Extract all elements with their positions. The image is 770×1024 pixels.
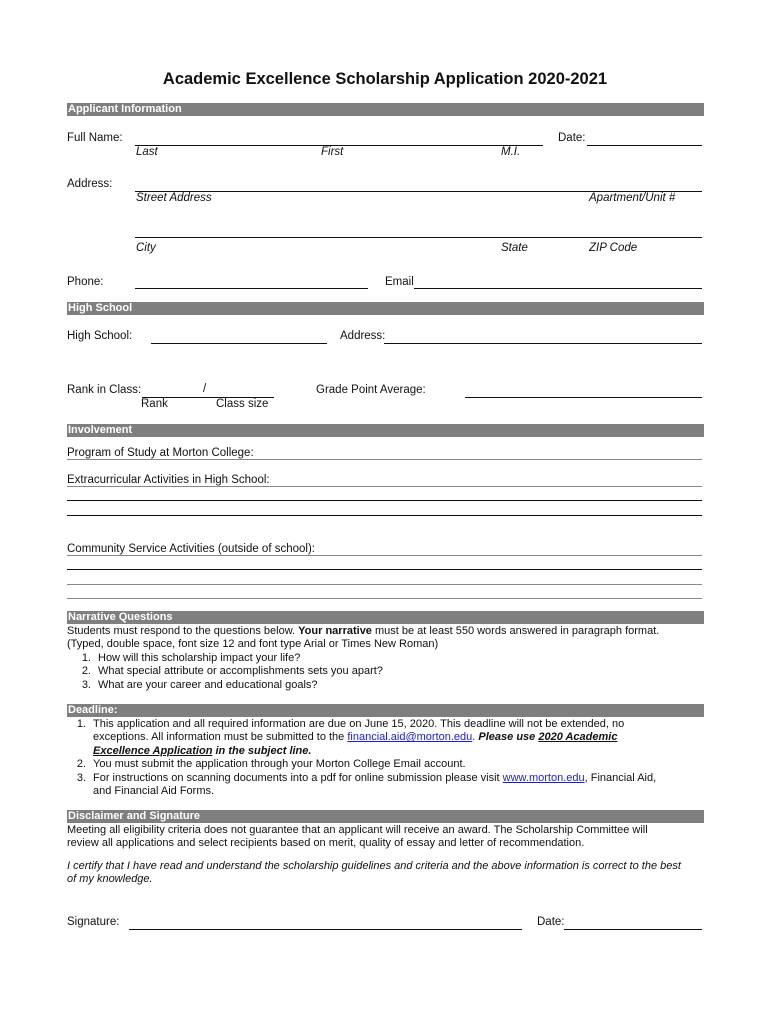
class-size-caption: Class size: [216, 398, 269, 410]
deadline-list: [67, 718, 707, 798]
street-caption: Street Address: [136, 192, 212, 204]
community-line-3[interactable]: [67, 584, 702, 585]
city-state-zip-field[interactable]: [135, 237, 702, 238]
school-address-field[interactable]: [384, 343, 702, 344]
address-label: Address:: [67, 178, 113, 190]
zip-caption: ZIP Code: [589, 242, 638, 254]
disclaimer-text: Meeting all eligibility criteria does not guarantee that an applicant will receive an award. The Scholarship Committee will review all applications and select recipients based on merit, quality of essay and letter of recommendation.: [67, 824, 648, 850]
rank-slash: /: [203, 383, 207, 395]
program-label: Program of Study at Morton College:: [67, 447, 254, 459]
section-header-applicant: Applicant Information: [67, 103, 704, 116]
narrative-question-list: [67, 652, 707, 692]
deadline-item-3: 3. For instructions on scanning documents into a pdf for online submission please visit www.morton.edu, Financial Aid, and Financial Aid Forms.: [76, 771, 657, 798]
morton-website-link[interactable]: www.morton.edu: [502, 771, 585, 784]
mi-caption: M.I.: [501, 146, 521, 158]
signature-date-field[interactable]: [564, 929, 702, 930]
narrative-question: 1. How will this scholarship impact your life?: [81, 651, 301, 664]
section-header-disclaimer: Disclaimer and Signature: [67, 810, 704, 823]
community-line-2[interactable]: [67, 569, 702, 570]
deadline-item-1: 1. This application and all required information are due on June 15, 2020. This deadline will not be extended, no exceptions. All information must be submitted to the financial.aid@morton.edu. Please use 2020 Academic Excellence Application in the subject line.: [76, 718, 625, 757]
signature-field[interactable]: [129, 929, 522, 930]
email-field[interactable]: [414, 288, 702, 289]
gpa-label: Grade Point Average:: [316, 384, 426, 396]
signature-date-label: Date:: [537, 916, 565, 928]
section-header-deadline: Deadline:: [67, 704, 704, 717]
date-label: Date:: [558, 132, 586, 144]
signature-label: Signature:: [67, 916, 120, 928]
extracurricular-line-3[interactable]: [67, 515, 702, 516]
narrative-intro: [67, 625, 707, 692]
extracurricular-line-2[interactable]: [67, 500, 702, 501]
phone-label: Phone:: [67, 276, 104, 288]
phone-field[interactable]: [135, 288, 368, 289]
gpa-field[interactable]: [465, 397, 702, 398]
program-field[interactable]: [67, 459, 702, 460]
community-line-1[interactable]: [67, 555, 702, 556]
certification-text: I certify that I have read and understand the scholarship guidelines and criteria and the above information is correct to the best of my knowledge.: [67, 860, 681, 886]
date-field[interactable]: [587, 145, 702, 146]
extracurricular-line-1[interactable]: [67, 486, 702, 487]
section-header-high-school: High School: [67, 302, 704, 315]
city-caption: City: [136, 242, 156, 254]
high-school-label: High School:: [67, 330, 133, 342]
section-header-involvement: Involvement: [67, 424, 704, 437]
page-title: Academic Excellence Scholarship Application 2020-2021: [162, 70, 608, 88]
narrative-intro-line-1: Students must respond to the questions below. Your narrative must be at least 550 words answered in paragraph format.: [67, 625, 660, 637]
rank-label: Rank in Class:: [67, 384, 142, 396]
financial-aid-email-link[interactable]: financial.aid@morton.edu: [347, 731, 473, 744]
deadline-item-2: 2. You must submit the application through your Morton College Email account.: [76, 758, 466, 771]
high-school-field[interactable]: [151, 343, 327, 344]
narrative-intro-line-2: (Typed, double space, font size 12 and font type Arial or Times New Roman): [67, 638, 439, 651]
first-caption: First: [321, 146, 344, 158]
community-line-4[interactable]: [67, 598, 702, 599]
rank-caption: Rank: [141, 398, 168, 410]
last-caption: Last: [136, 146, 158, 158]
state-caption: State: [501, 242, 528, 254]
email-label: Email: [385, 276, 414, 288]
narrative-question: 3. What are your career and educational goals?: [81, 678, 318, 691]
section-header-narrative: Narrative Questions: [67, 611, 704, 624]
full-name-label: Full Name:: [67, 132, 123, 144]
community-label: Community Service Activities (outside of school):: [67, 543, 315, 555]
extracurricular-label: Extracurricular Activities in High School:: [67, 474, 270, 486]
school-address-label: Address:: [340, 330, 386, 342]
narrative-question: 2. What special attribute or accomplishments sets you apart?: [81, 665, 383, 678]
apt-caption: Apartment/Unit #: [589, 192, 676, 204]
